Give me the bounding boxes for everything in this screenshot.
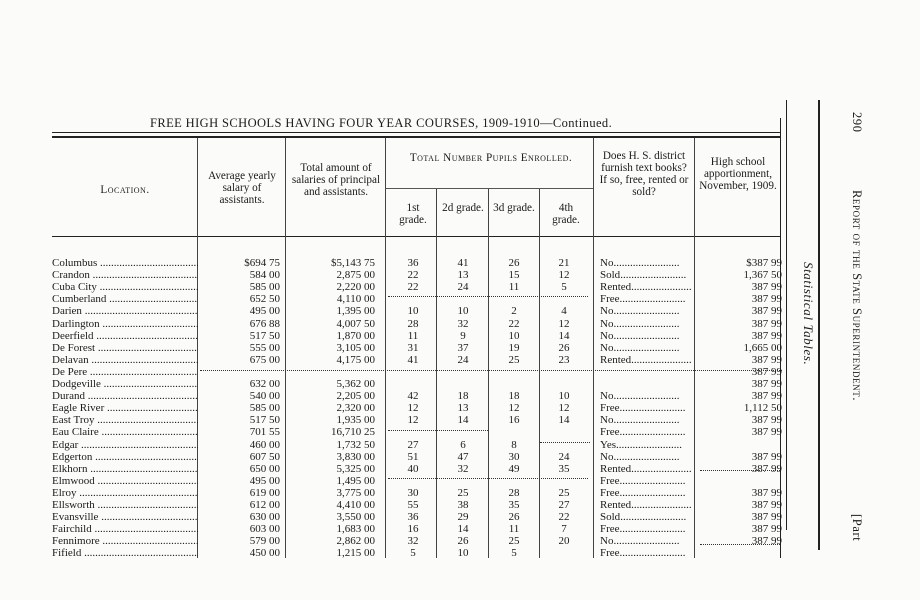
grade2-cell: 25	[457, 486, 469, 499]
avg-salary-cell: 495 00	[249, 305, 280, 318]
grade1-cell: 41	[407, 353, 419, 366]
avg-salary-cell: 579 00	[249, 535, 280, 548]
grade4-cell: 27	[558, 499, 570, 511]
grade2-cell: 10	[457, 547, 469, 560]
table-row	[0, 414, 800, 426]
location-cell: Elkhorn .....	[52, 463, 198, 475]
grade2-cell: 37	[457, 341, 469, 354]
apportionment-cell: 387 99	[751, 486, 782, 499]
grade1-cell: 36	[407, 257, 419, 269]
grade2-cell: 13	[457, 402, 469, 415]
location-cell: East Troy .....	[52, 414, 198, 426]
apportionment-cell: 1,112 50	[743, 402, 782, 415]
grade4-cell: 20	[558, 535, 570, 548]
apportionment-cell: 1,665 00	[743, 341, 782, 354]
grade1-cell: 28	[407, 317, 419, 330]
grade2-cell: 32	[457, 317, 469, 330]
location-cell: Elmwood .....	[52, 475, 198, 487]
books-cell: Free .....	[600, 293, 692, 305]
books-cell: Free .....	[600, 523, 692, 535]
grade2-cell: 18	[457, 390, 469, 403]
avg-salary-cell: 540 00	[249, 390, 280, 403]
grade1-cell: 11	[407, 329, 419, 342]
total-salary-cell: $5,143 75	[331, 257, 375, 269]
grade1-cell: 22	[407, 269, 419, 282]
part-label: [Part	[850, 514, 864, 542]
books-cell: No .....	[600, 451, 692, 463]
location-cell: Dodgeville .....	[52, 378, 198, 390]
apportionment-cell: 387 99	[751, 414, 782, 427]
grade1-cell: 30	[407, 486, 419, 499]
grade1-cell: 51	[407, 450, 419, 463]
grade3-cell: 19	[508, 341, 520, 354]
total-salary-cell: 2,320 00	[336, 402, 375, 415]
table-row	[0, 499, 800, 511]
location-cell: Edgerton .....	[52, 451, 198, 463]
apportionment-cell: 387 99	[751, 511, 782, 524]
grade3-cell: 18	[508, 390, 520, 403]
total-salary-cell: 2,862 00	[336, 535, 375, 548]
total-salary-cell: 3,550 00	[336, 511, 375, 524]
location-cell: Durand .....	[52, 390, 198, 402]
books-cell: Free .....	[600, 475, 692, 487]
grade-divider-rule	[386, 188, 593, 189]
grade4-cell: 14	[558, 329, 570, 342]
books-cell: No .....	[600, 257, 692, 269]
grade2-cell: 6	[460, 438, 466, 451]
location-cell: Delavan .....	[52, 354, 198, 366]
apportionment-cell: 387 99	[751, 281, 782, 294]
location-cell: Columbus .....	[52, 257, 198, 269]
header-books: Does H. S. district furnish text books? If so, free, rented or sold?	[599, 150, 689, 198]
books-cell: No .....	[600, 535, 692, 547]
apportionment-cell: 387 99	[751, 499, 782, 511]
books-cell: Free .....	[600, 426, 692, 438]
books-cell: No .....	[600, 318, 692, 330]
table-row	[0, 342, 800, 354]
grade3-cell: 28	[508, 486, 520, 499]
total-salary-cell: 4,110 00	[336, 293, 375, 306]
books-cell: Free .....	[600, 402, 692, 414]
grade3-cell: 22	[508, 317, 520, 330]
total-salary-cell: 3,105 00	[336, 341, 375, 354]
grade3-cell: 2	[511, 305, 517, 318]
grade2-cell: 24	[457, 353, 469, 366]
total-salary-cell: 1,732 50	[336, 438, 375, 451]
location-cell: Deerfield .....	[52, 330, 198, 342]
grade2-cell: 38	[457, 499, 469, 511]
location-cell: De Forest .....	[52, 342, 198, 354]
grade4-cell: 5	[561, 281, 567, 294]
grade2-cell: 41	[457, 257, 469, 269]
grade4-cell: 23	[558, 353, 570, 366]
total-salary-cell: 16,710 25	[331, 426, 375, 439]
location-cell: Eau Claire .....	[52, 426, 198, 438]
grade2-cell: 14	[457, 414, 469, 427]
apportionment-cell: $387 99	[746, 257, 782, 269]
table-row	[0, 281, 800, 293]
avg-salary-cell: 632 00	[249, 378, 280, 390]
grade1-cell: 12	[407, 414, 419, 427]
dotted-separator	[700, 544, 780, 545]
location-cell: Cumberland .....	[52, 293, 198, 305]
grade3-cell: 8	[511, 438, 517, 451]
grade4-cell: 22	[558, 511, 570, 524]
location-cell: Cuba City .....	[52, 281, 198, 293]
books-cell: No .....	[600, 342, 692, 354]
running-head: Report of the State Superintendent.	[850, 190, 864, 402]
grade1-cell: 42	[407, 390, 419, 403]
grade1-cell: 5	[410, 547, 416, 560]
total-salary-cell: 2,205 00	[336, 390, 375, 403]
total-salary-cell: 3,775 00	[336, 486, 375, 499]
avg-salary-cell: 555 00	[249, 341, 280, 354]
avg-salary-cell: 495 00	[249, 474, 280, 487]
total-salary-cell: 5,362 00	[336, 378, 375, 390]
books-cell: No .....	[600, 414, 692, 426]
grade3-cell: 12	[508, 402, 520, 415]
books-cell: Rented .....	[600, 354, 692, 366]
grade1-cell: 27	[407, 438, 419, 451]
grade2-cell: 10	[457, 305, 469, 318]
header-bottom-rule	[52, 236, 780, 237]
grade3-cell: 26	[508, 511, 520, 524]
dotted-separator	[388, 430, 488, 431]
header-grade-2: 2d grade.	[442, 202, 484, 214]
grade2-cell: 13	[457, 269, 469, 282]
apportionment-cell: 387 99	[751, 462, 782, 475]
table-row	[0, 318, 800, 330]
grade2-cell: 32	[457, 462, 469, 475]
top-rule-double	[52, 136, 780, 138]
grade3-cell: 15	[508, 269, 520, 282]
total-salary-cell: 1,935 00	[336, 414, 375, 427]
table-row	[0, 523, 800, 535]
header-pupils-group: Total Number Pupils Enrolled.	[409, 152, 573, 164]
books-cell: No .....	[600, 330, 692, 342]
total-salary-cell: 4,175 00	[336, 353, 375, 366]
grade3-cell: 49	[508, 462, 520, 475]
grade4-cell: 26	[558, 341, 570, 354]
books-cell: Rented .....	[600, 281, 692, 293]
table-row	[0, 378, 800, 390]
books-cell: Free .....	[600, 547, 692, 559]
header-grade-3: 3d grade.	[493, 202, 535, 214]
total-salary-cell: 1,495 00	[336, 474, 375, 487]
table-row	[0, 402, 800, 414]
apportionment-cell: 387 99	[751, 426, 782, 439]
grade4-cell: 25	[558, 486, 570, 499]
total-salary-cell: 1,215 00	[336, 547, 375, 560]
avg-salary-cell: 676 88	[249, 317, 280, 330]
total-salary-cell: 1,870 00	[336, 329, 375, 342]
table-row	[0, 366, 800, 378]
header-location: Location.	[100, 184, 150, 196]
header-total-salary: Total amount of salaries of principal and assistants.	[291, 162, 381, 198]
avg-salary-cell: 585 00	[249, 402, 280, 415]
avg-salary-cell: 460 00	[249, 438, 280, 451]
grade1-cell: 31	[407, 341, 419, 354]
grade3-cell: 30	[508, 450, 520, 463]
location-cell: Eagle River .....	[52, 402, 198, 414]
table-row	[0, 463, 800, 475]
grade1-cell: 32	[407, 535, 419, 548]
grade1-cell: 40	[407, 462, 419, 475]
grade1-cell: 10	[407, 305, 419, 318]
dotted-separator	[700, 470, 780, 471]
books-cell: Sold .....	[600, 511, 692, 523]
location-cell: Evansville .....	[52, 511, 198, 523]
table-row	[0, 439, 800, 451]
books-cell: No .....	[600, 390, 692, 402]
location-cell: Fairchild .....	[52, 523, 198, 535]
avg-salary-cell: 517 50	[249, 414, 280, 427]
table-row	[0, 305, 800, 317]
table-row	[0, 475, 800, 487]
grade2-cell: 47	[457, 450, 469, 463]
section-label: Statistical Tables.	[801, 262, 816, 366]
grade3-cell: 25	[508, 353, 520, 366]
location-cell: Ellsworth .....	[52, 499, 198, 511]
grade3-cell: 26	[508, 257, 520, 269]
avg-salary-cell: 701 55	[249, 426, 280, 439]
apportionment-cell: 387 99	[751, 450, 782, 463]
grade3-cell: 25	[508, 535, 520, 548]
table-row	[0, 451, 800, 463]
avg-salary-cell: 603 00	[249, 523, 280, 536]
grade2-cell: 9	[460, 329, 466, 342]
header-avg-salary: Average yearly salary of assistants.	[208, 170, 276, 206]
apportionment-cell: 387 99	[751, 353, 782, 366]
avg-salary-cell: 619 00	[249, 486, 280, 499]
apportionment-cell: 387 99	[751, 378, 782, 390]
apportionment-cell: 387 99	[751, 293, 782, 306]
grade4-cell: 7	[561, 523, 567, 536]
avg-salary-cell: 652 50	[249, 293, 280, 306]
avg-salary-cell: 675 00	[249, 353, 280, 366]
apportionment-cell: 387 99	[751, 305, 782, 318]
total-salary-cell: 1,683 00	[336, 523, 375, 536]
total-salary-cell: 2,875 00	[336, 269, 375, 282]
dotted-separator	[540, 442, 590, 443]
location-cell: Darlington .....	[52, 318, 198, 330]
avg-salary-cell: 585 00	[249, 281, 280, 294]
books-cell: Rented .....	[600, 463, 692, 475]
total-salary-cell: 4,007 50	[336, 317, 375, 330]
table-row	[0, 269, 800, 281]
avg-salary-cell: 607 50	[249, 450, 280, 463]
table-row	[0, 511, 800, 523]
total-salary-cell: 2,220 00	[336, 281, 375, 294]
books-cell: Rented .....	[600, 499, 692, 511]
table-row	[0, 547, 800, 559]
dotted-separator	[200, 370, 782, 371]
grade4-cell: 21	[558, 257, 570, 269]
header-grade-4: 4th grade.	[552, 202, 580, 226]
avg-salary-cell: 650 00	[249, 462, 280, 475]
grade3-cell: 11	[508, 281, 520, 294]
grade2-cell: 29	[457, 511, 469, 524]
grade3-cell: 35	[508, 499, 520, 511]
apportionment-cell: 387 99	[751, 365, 782, 378]
apportionment-cell: 387 99	[751, 523, 782, 536]
location-cell: Fennimore .....	[52, 535, 198, 547]
table-row	[0, 390, 800, 402]
books-cell: No .....	[600, 305, 692, 317]
dotted-separator	[388, 478, 588, 479]
table-row	[0, 535, 800, 547]
top-rule	[52, 132, 780, 133]
total-salary-cell: 3,830 00	[336, 450, 375, 463]
grade4-cell: 24	[558, 450, 570, 463]
grade2-cell: 14	[457, 523, 469, 536]
apportionment-cell: 387 99	[751, 317, 782, 330]
header-apportionment: High school apportionment, November, 1909.	[699, 156, 777, 192]
grade4-cell: 4	[561, 305, 567, 318]
total-salary-cell: 5,325 00	[336, 462, 375, 475]
grade3-cell: 10	[508, 329, 520, 342]
grade4-cell: 12	[558, 402, 570, 415]
grade1-cell: 55	[407, 499, 419, 511]
grade1-cell: 12	[407, 402, 419, 415]
header-grade-1: 1st grade.	[399, 202, 427, 226]
grade2-cell: 24	[457, 281, 469, 294]
avg-salary-cell: 517 50	[249, 329, 280, 342]
table-row	[0, 487, 800, 499]
grade3-cell: 16	[508, 414, 520, 427]
grade3-cell: 5	[511, 547, 517, 560]
location-cell: Crandon .....	[52, 269, 198, 281]
dotted-separator	[388, 296, 588, 297]
books-cell: Sold .....	[600, 269, 692, 281]
total-salary-cell: 4,410 00	[336, 499, 375, 511]
grade3-cell: 11	[508, 523, 520, 536]
avg-salary-cell: 450 00	[249, 547, 280, 560]
grade1-cell: 22	[407, 281, 419, 294]
table-title: FREE HIGH SCHOOLS HAVING FOUR YEAR COURSES, 1909-1910—Continued.	[150, 116, 613, 130]
apportionment-cell: 387 99	[751, 390, 782, 403]
apportionment-cell: 387 99	[751, 535, 782, 548]
apportionment-cell: 387 99	[751, 329, 782, 342]
grade1-cell: 36	[407, 511, 419, 524]
grade4-cell: 10	[558, 390, 570, 403]
grade4-cell: 14	[558, 414, 570, 427]
table-row	[0, 257, 800, 269]
side-rule	[818, 100, 820, 550]
grade2-cell: 26	[457, 535, 469, 548]
books-cell: Free .....	[600, 487, 692, 499]
grade4-cell: 12	[558, 317, 570, 330]
table-row	[0, 354, 800, 366]
table-row	[0, 330, 800, 342]
avg-salary-cell: 630 00	[249, 511, 280, 524]
location-cell: Edgar .....	[52, 439, 198, 451]
apportionment-cell: 1,367 50	[743, 269, 782, 282]
location-cell: De Pere .....	[52, 366, 198, 378]
grade4-cell: 12	[558, 269, 570, 282]
avg-salary-cell: $694 75	[244, 257, 280, 269]
page-number: 290	[850, 112, 864, 133]
table-row	[0, 426, 800, 438]
total-salary-cell: 1,395 00	[336, 305, 375, 318]
location-cell: Fifield .....	[52, 547, 198, 559]
grade4-cell: 35	[558, 462, 570, 475]
avg-salary-cell: 612 00	[249, 499, 280, 511]
books-cell: Yes .....	[600, 439, 692, 451]
grade1-cell: 16	[407, 523, 419, 536]
location-cell: Elroy .....	[52, 487, 198, 499]
avg-salary-cell: 584 00	[249, 269, 280, 282]
location-cell: Darien .....	[52, 305, 198, 317]
